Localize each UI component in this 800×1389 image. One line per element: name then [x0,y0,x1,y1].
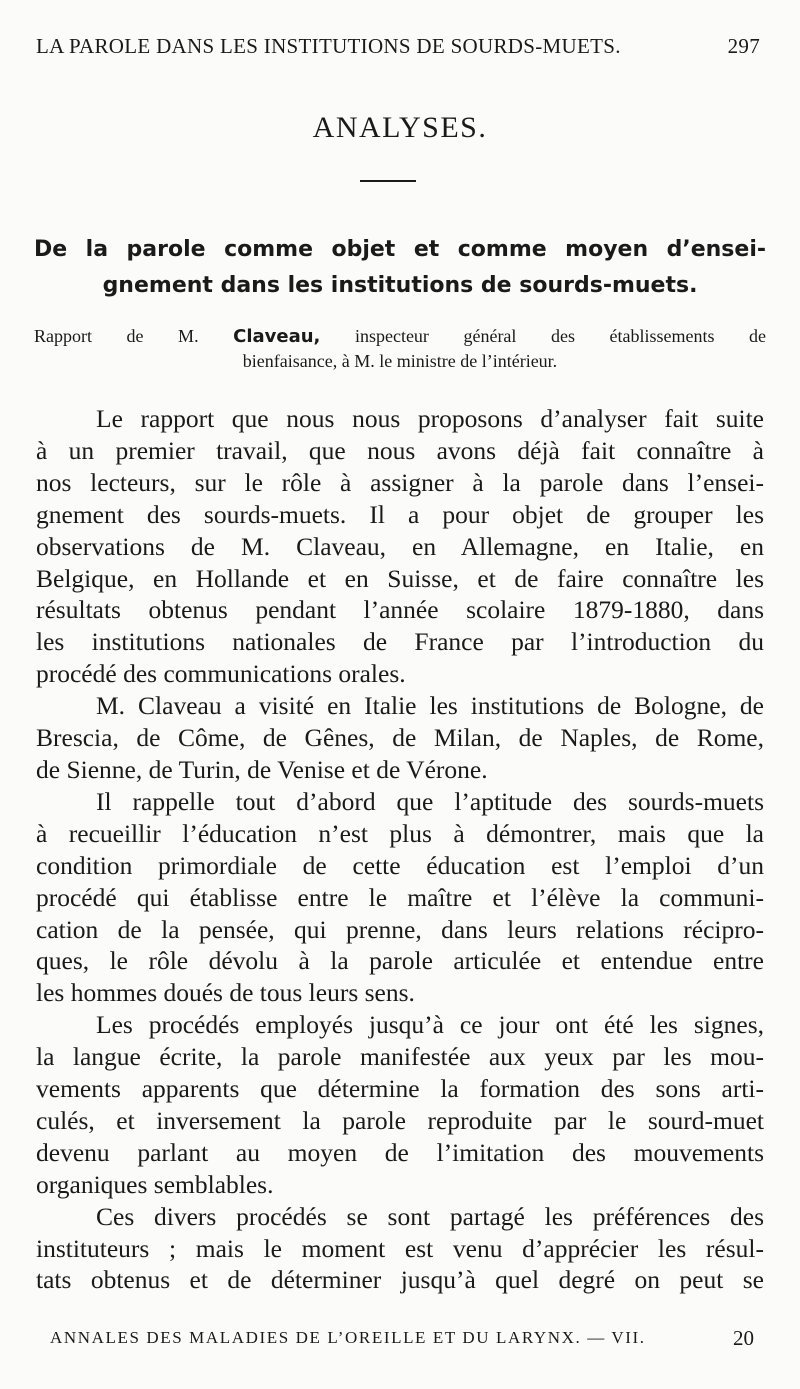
text-line: ques, le rôle dévolu à la parole articulée et entendue entre [36,946,764,976]
text-line: la langue écrite, la parole manifestée aux yeux par les mou- [36,1042,764,1072]
text-line: les institutions nationales de France par l’introduction du [36,627,764,657]
text-line: à un premier travail, que nous avons déjà fait connaître à [36,435,764,465]
text-line: M. Claveau a visité en Italie les institutions de Bologne, de [96,691,764,721]
text-line: procédé des communications orales. [36,659,406,689]
text-line: vements apparents que détermine la formation des sons arti- [36,1074,764,1104]
text-line: Il rappelle tout d’abord que l’aptitude des sourds-muets [96,786,764,816]
text-line: condition primordiale de cette éducation est l’emploi d’un [36,850,764,880]
text-line: à recueillir l’éducation n’est plus à démontrer, mais que la [36,818,764,848]
article-title-line-2: gnement dans les institutions de sourds-muets. [102,273,698,298]
running-head [36,32,760,60]
article-title [34,232,766,304]
text-line: gnement des sourds-muets. Il a pour objet de grouper les [36,499,764,529]
page-number: 297 [727,34,760,58]
text-line: Brescia, de Côme, de Gênes, de Milan, de Naples, de Rome, [36,723,764,753]
journal-signature: ANNALES DES MALADIES DE L’OREILLE ET DU LARYNX. — VII. [50,1328,646,1347]
text-line: Les procédés employés jusqu’à ce jour ont été les signes, [96,1010,764,1040]
paragraph [36,403,764,690]
text-line: Belgique, en Hollande et en Suisse, et de faire connaître les [36,563,764,593]
text-line: instituteurs ; mais le moment est venu d’apprécier les résul- [36,1233,764,1263]
article-body [36,403,764,1296]
paragraph [36,690,764,786]
report-prefix: Rapport de M. [34,326,199,346]
report-author-name: Claveau, [233,326,321,347]
text-line: de Sienne, de Turin, de Venise et de Vérone. [36,754,488,784]
page-footer [50,1326,754,1350]
text-line: nos lecteurs, sur le rôle à assigner à la parole dans l’ensei- [36,467,764,497]
text-line: culés, et inversement la parole reproduite par le sourd-muet [36,1105,764,1135]
section-title: ANALYSES. [312,111,488,144]
report-attribution [34,324,766,374]
text-line: résultats obtenus pendant l’année scolaire 1879-1880, dans [36,595,764,625]
section-divider [360,180,416,182]
paragraph [36,1201,764,1297]
report-attribution-line-1 [34,324,766,349]
text-line: organiques semblables. [36,1169,274,1199]
running-head-title: LA PAROLE DANS LES INSTITUTIONS DE SOURDS-MUETS. [36,34,621,58]
text-line: cation de la pensée, qui prenne, dans leurs relations récipro- [36,914,764,944]
text-line: Ces divers procédés se sont partagé les préférences des [96,1201,764,1231]
text-line: observations de M. Claveau, en Allemagne, en Italie, en [36,531,764,561]
text-line: procédé qui établisse entre le maître et l’élève la communi- [36,882,764,912]
report-author-role: inspecteur général des établissements de [354,326,767,346]
report-attribution-line-2: bienfaisance, à M. le ministre de l’intérieur. [242,351,558,371]
text-line: Le rapport que nous nous proposons d’analyser fait suite [96,404,764,433]
sheet-number: 20 [733,1326,754,1350]
text-line: les hommes doués de tous leurs sens. [36,978,415,1008]
article-title-line-1: De la parole comme objet et comme moyen d’ensei- [34,237,766,262]
text-line: devenu parlant au moyen de l’imitation des mouvements [36,1137,764,1167]
text-line: tats obtenus et de déterminer jusqu’à quel degré on peut se [36,1265,764,1295]
paragraph [36,1009,764,1200]
paragraph [36,786,764,1009]
